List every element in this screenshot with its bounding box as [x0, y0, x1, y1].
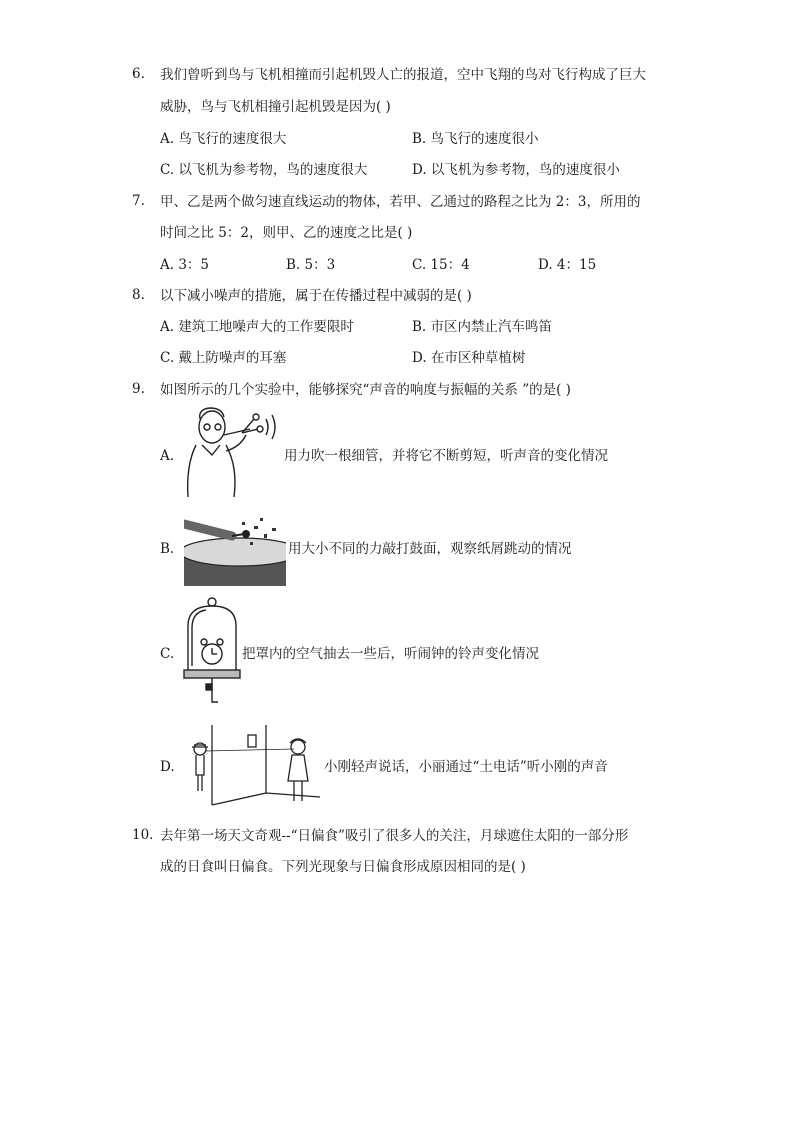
- drum-paper-scraps-illustration: [184, 514, 286, 586]
- question-number: 7.: [132, 193, 145, 209]
- option-a[interactable]: A. 鸟飞行的速度很大: [160, 131, 287, 147]
- man-blowing-straw-illustration: [182, 405, 284, 499]
- option-b[interactable]: B.: [160, 541, 175, 557]
- bell-jar-alarm-clock-illustration: [182, 596, 242, 706]
- option-c[interactable]: C.: [160, 646, 175, 662]
- option-c[interactable]: C. 15：4: [412, 257, 470, 273]
- option-b[interactable]: B. 鸟飞行的速度很小: [412, 131, 539, 147]
- option-c-description: 把罩内的空气抽去一些后，听闹钟的铃声变化情况: [242, 646, 539, 662]
- option-b-description: 用大小不同的力敲打鼓面，观察纸屑跳动的情况: [288, 541, 572, 557]
- question-number: 6.: [132, 66, 145, 82]
- question-text: 时间之比 5：2，则甲、乙的速度之比是( ): [160, 225, 413, 241]
- question-number: 8.: [132, 287, 145, 303]
- tin-can-telephone-illustration: [184, 725, 320, 807]
- option-c[interactable]: C. 以飞机为参考物，鸟的速度很大: [160, 162, 368, 178]
- question-text: 成的日食叫日偏食。下列光现象与日偏食形成原因相同的是( ): [160, 859, 526, 875]
- question-number: 10.: [132, 827, 154, 843]
- question-text: 我们曾听到鸟与飞机相撞而引起机毁人亡的报道，空中飞翔的鸟对飞行构成了巨大: [160, 67, 646, 83]
- option-c[interactable]: C. 戴上防噪声的耳塞: [160, 350, 287, 366]
- question-text: 以下减小噪声的措施，属于在传播过程中减弱的是( ): [160, 288, 472, 304]
- option-a[interactable]: A. 建筑工地噪声大的工作要限时: [160, 319, 354, 335]
- option-d[interactable]: D. 在市区种草植树: [412, 350, 526, 366]
- option-b[interactable]: B. 5：3: [286, 257, 336, 273]
- option-d[interactable]: D.: [160, 759, 175, 775]
- option-b[interactable]: B. 市区内禁止汽车鸣笛: [412, 319, 553, 335]
- option-d-description: 小刚轻声说话，小丽通过“土电话”听小刚的声音: [324, 759, 608, 775]
- question-text: 去年第一场天文奇观--“日偏食”吸引了很多人的关注，月球遮住太阳的一部分形: [160, 828, 629, 844]
- question-text: 甲、乙是两个做匀速直线运动的物体，若甲、乙通过的路程之比为 2：3，所用的: [160, 194, 641, 210]
- option-a[interactable]: A. 3：5: [160, 257, 210, 273]
- question-text: 威胁，鸟与飞机相撞引起机毁是因为( ): [160, 99, 391, 115]
- question-text: 如图所示的几个实验中，能够探究“声音的响度与振幅的关系 ”的是( ): [160, 382, 571, 398]
- question-number: 9.: [132, 381, 145, 397]
- option-d[interactable]: D. 以飞机为参考物，鸟的速度很小: [412, 162, 620, 178]
- option-d[interactable]: D. 4：15: [538, 257, 597, 273]
- option-a-description: 用力吹一根细管，并将它不断剪短，听声音的变化情况: [284, 448, 608, 464]
- option-a[interactable]: A.: [160, 448, 175, 464]
